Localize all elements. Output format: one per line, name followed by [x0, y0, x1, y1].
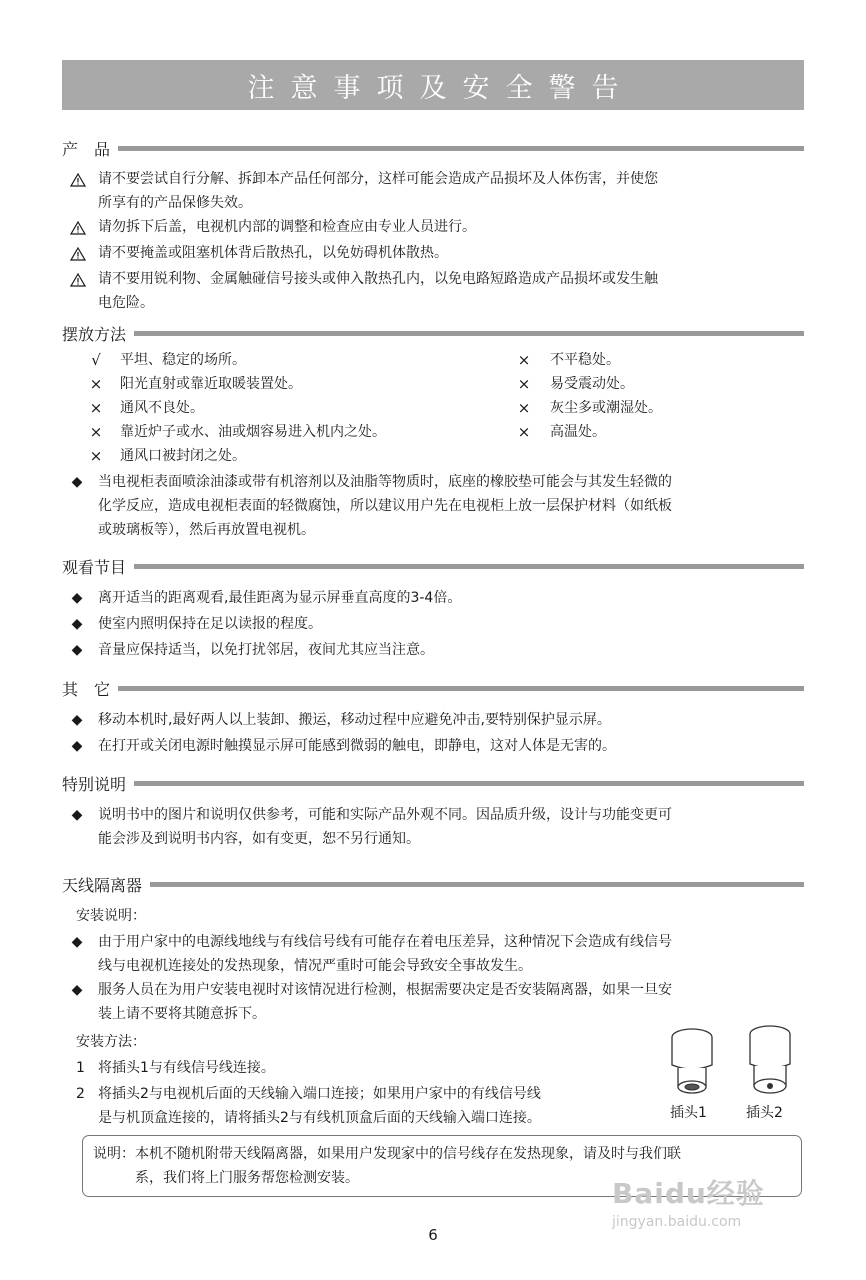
section-placement-heading: 摆放方法 [62, 324, 127, 344]
placement-note [62, 470, 804, 542]
section-rule [118, 146, 804, 151]
list-item [62, 978, 804, 1026]
check-mark: √ [91, 351, 101, 369]
list-item-text: 服务人员在为用户安装电视时对该情况进行检测，根据需要决定是否安装隔离器，如果一旦安 [98, 982, 672, 998]
list-item-text: 能会涉及到说明书内容，如有变更，恕不另行通知。 [98, 831, 420, 847]
list-item [62, 734, 804, 758]
list-item-text: 使室内照明保持在足以读报的程度。 [98, 616, 322, 632]
section-rule [134, 564, 804, 569]
warning-triangle-icon [70, 273, 86, 287]
step-number: 2 [76, 1086, 85, 1102]
list-item-text: 线与电视机连接处的发热现象，情况严重时可能会导致安全事故发生。 [98, 958, 532, 974]
list-item [62, 930, 804, 978]
warning-text-cont: 所享有的产品保修失效。 [98, 195, 252, 211]
baidu-watermark [612, 1172, 765, 1230]
section-other-heading: 其 它 [62, 679, 111, 699]
section-special-header [62, 771, 804, 795]
section-product-heading: 产 品 [62, 139, 111, 159]
diamond-bullet-icon: ◆ [71, 807, 83, 823]
page-title: 注意事项及安全警告 [62, 60, 804, 110]
diamond-bullet-icon: ◆ [71, 982, 83, 998]
note-line: 当电视柜表面喷涂油漆或带有机溶剂以及油脂等物质时，底座的橡胶垫可能会与其发生轻微的 [98, 474, 672, 490]
section-placement-header [62, 321, 804, 345]
cross-mark: × [89, 447, 103, 465]
list-item-text: 移动本机时,最好两人以上装卸、搬运，移动过程中应避免冲击,要特别保护显示屏。 [98, 712, 611, 728]
warning-item [62, 267, 804, 315]
warning-text: 请不要尝试自行分解、拆卸本产品任何部分，这样可能会造成产品损坏及人体伤害，并使您 [98, 171, 658, 187]
diamond-bullet-icon: ◆ [71, 642, 83, 658]
diamond-bullet-icon: ◆ [71, 738, 83, 754]
list-item-text: 在打开或关闭电源时触摸显示屏可能感到微弱的触电，即静电，这对人体是无害的。 [98, 738, 616, 754]
cross-mark: × [89, 423, 103, 441]
step-text-cont: 是与机顶盒连接的，请将插头2与有线机顶盒后面的天线输入端口连接。 [98, 1110, 541, 1126]
section-rule [134, 781, 804, 786]
placement-bad-item: 灰尘多或潮湿处。 [550, 400, 662, 416]
list-item [62, 638, 804, 662]
watermark-url: jingyan.baidu.com [612, 1214, 742, 1230]
cross-mark: × [517, 399, 531, 417]
page-number: 6 [428, 1226, 438, 1244]
plug1-label: 插头1 [670, 1105, 707, 1121]
warning-triangle-icon [70, 221, 86, 235]
install-notes-label: 安装说明： [76, 908, 146, 924]
warning-text: 请不要用锐利物、金属触碰信号接头或伸入散热孔内，以免电路短路造成产品损坏或发生触 [98, 271, 658, 287]
warning-text: 请勿拆下后盖，电视机内部的调整和检查应由专业人员进行。 [98, 219, 476, 235]
diamond-bullet-icon: ◆ [71, 474, 83, 490]
warning-item [62, 241, 804, 265]
warning-item [62, 215, 804, 239]
step-number: 1 [76, 1060, 85, 1076]
list-item-text: 音量应保持适当，以免打扰邻居，夜间尤其应当注意。 [98, 642, 434, 658]
note-line: 化学反应，造成电视柜表面的轻微腐蚀，所以建议用户先在电视柜上放一层保护材料（如纸板 [98, 498, 672, 514]
note-line-2: 系，我们将上门服务帮您检测安装。 [135, 1170, 359, 1186]
section-rule [118, 686, 804, 691]
warning-item [62, 167, 804, 215]
section-special-heading: 特别说明 [62, 774, 127, 794]
warning-text-cont: 电危险。 [98, 295, 154, 311]
step-text: 将插头1与有线信号线连接。 [98, 1060, 275, 1076]
list-item-text: 装上请不要将其随意拆下。 [98, 1006, 266, 1022]
placement-bad-item: 阳光直射或靠近取暖装置处。 [120, 376, 302, 392]
diamond-bullet-icon: ◆ [71, 590, 83, 606]
diamond-bullet-icon: ◆ [71, 616, 83, 632]
section-other-header [62, 676, 804, 700]
cross-mark: × [517, 423, 531, 441]
warning-triangle-icon [70, 173, 86, 187]
plug2-label: 插头2 [746, 1105, 783, 1121]
install-method-label: 安装方法： [76, 1034, 146, 1050]
plug2-illustration [742, 1022, 798, 1102]
list-item [62, 586, 804, 610]
diamond-bullet-icon: ◆ [71, 934, 83, 950]
note-line: 或玻璃板等），然后再放置电视机。 [98, 522, 315, 538]
list-item-text: 离开适当的距离观看,最佳距离为显示屏垂直高度的3-4倍。 [98, 590, 462, 606]
step-text: 将插头2与电视机后面的天线输入端口连接；如果用户家中的有线信号线 [98, 1086, 541, 1102]
placement-bad-item: 靠近炉子或水、油或烟容易进入机内之处。 [120, 424, 386, 440]
list-item-text: 由于用户家中的电源线地线与有线信号线有可能存在着电压差异，这种情况下会造成有线信号 [98, 934, 672, 950]
watermark-brand: Baidu经验 [612, 1177, 765, 1210]
section-product-header [62, 136, 804, 160]
placement-bad-item: 通风口被封闭之处。 [120, 448, 246, 464]
cross-mark: × [89, 375, 103, 393]
section-isolator-heading: 天线隔离器 [62, 875, 143, 895]
placement-bad-item: 高温处。 [550, 424, 606, 440]
section-rule [150, 882, 804, 887]
section-rule [134, 331, 804, 336]
section-isolator-header [62, 872, 804, 896]
warning-text: 请不要掩盖或阻塞机体背后散热孔，以免妨碍机体散热。 [98, 245, 448, 261]
list-item-text: 说明书中的图片和说明仅供参考，可能和实际产品外观不同。因品质升级，设计与功能变更可 [98, 807, 672, 823]
section-viewing-header [62, 554, 804, 578]
placement-bad-item: 通风不良处。 [120, 400, 204, 416]
plug1-illustration [664, 1025, 720, 1101]
list-item [62, 708, 804, 732]
note-line-1: 说明：本机不随机附带天线隔离器，如果用户发现家中的信号线存在发热现象，请及时与我们联 [93, 1146, 681, 1162]
placement-bad-item: 不平稳处。 [550, 352, 620, 368]
list-item [62, 803, 804, 851]
placement-bad-item: 易受震动处。 [550, 376, 634, 392]
cross-mark: × [517, 375, 531, 393]
list-item [62, 612, 804, 636]
section-viewing-heading: 观看节目 [62, 557, 127, 577]
cross-mark: × [89, 399, 103, 417]
cross-mark: × [517, 351, 531, 369]
warning-triangle-icon [70, 247, 86, 261]
diamond-bullet-icon: ◆ [71, 712, 83, 728]
placement-ok-item: 平坦、稳定的场所。 [120, 352, 246, 368]
